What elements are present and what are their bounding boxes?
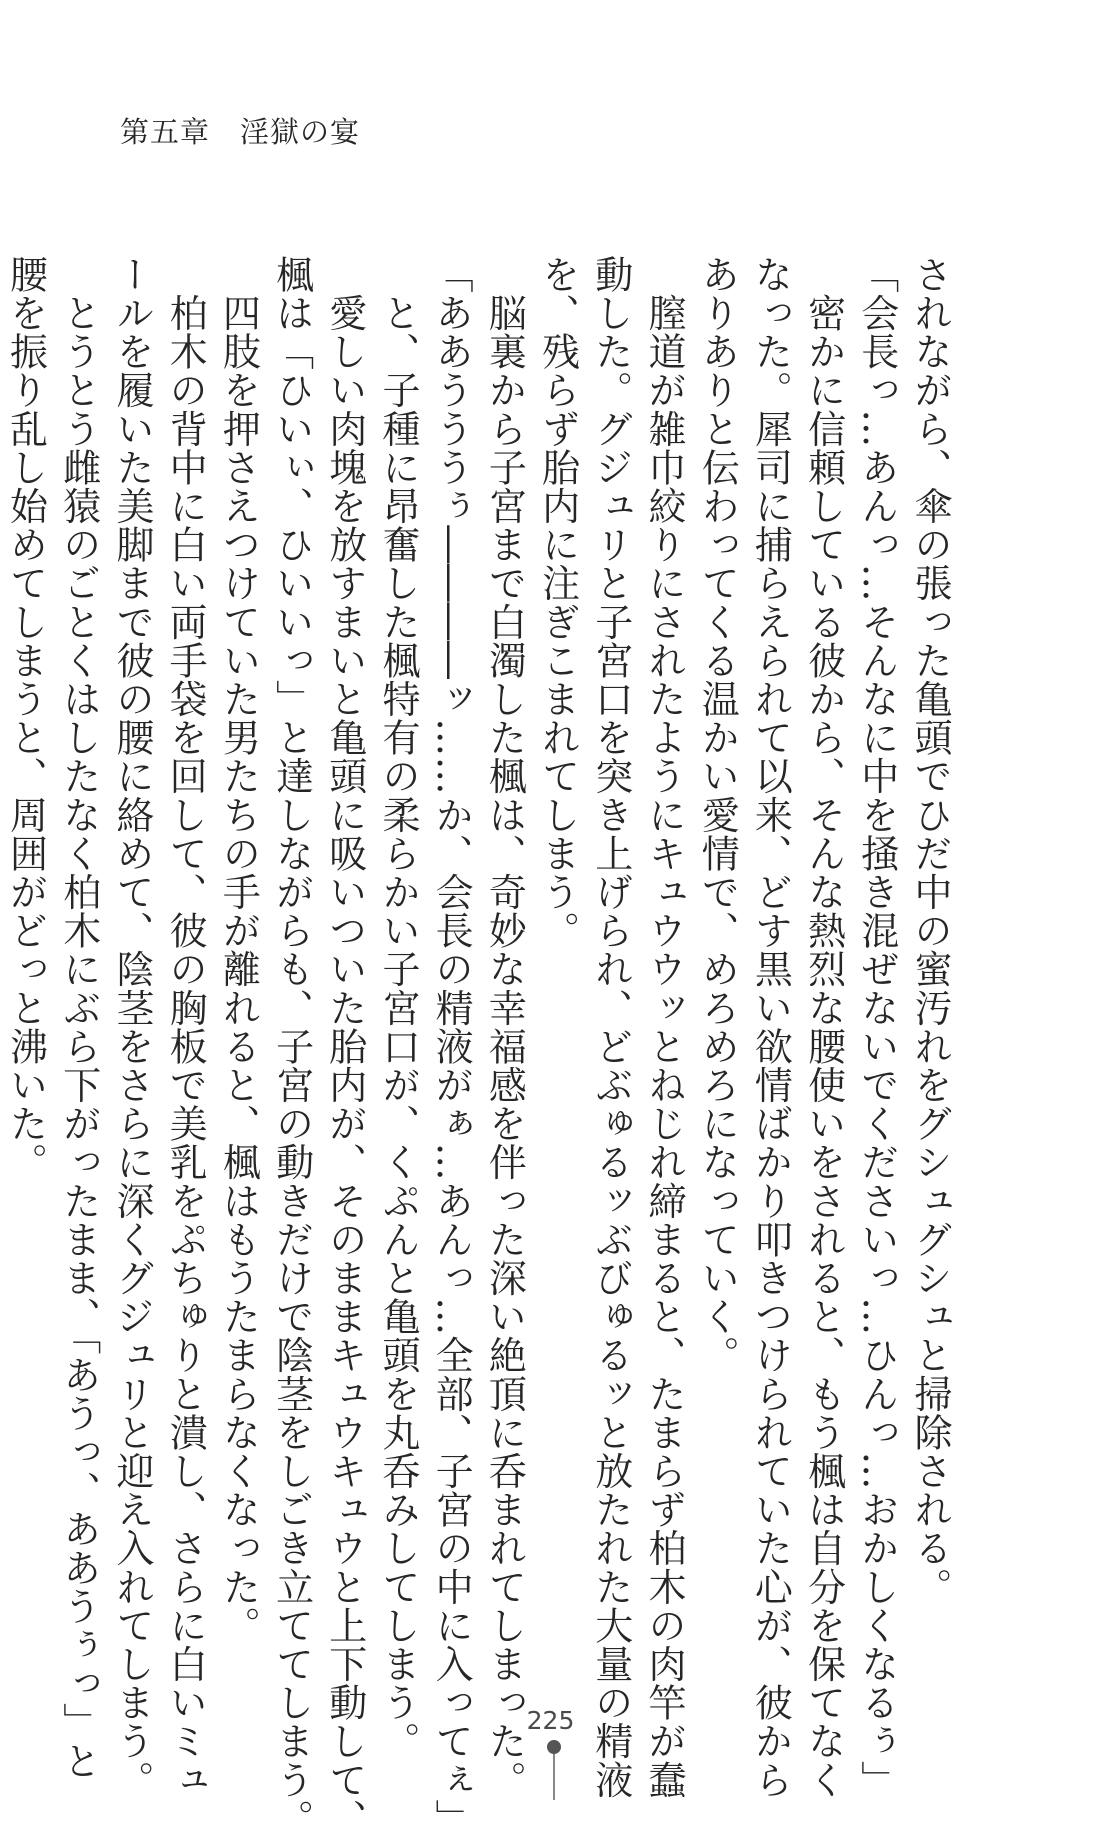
text-line: なった。犀司に捕らえられて以来、どす黒い欲情ばかり叩きつけられていた心が、彼から (748, 255, 793, 1799)
text-line: ールを履いた美脚まで彼の腰に絡めて、陰茎をさらに深くグジュリと迎え入れてしまう。 (109, 255, 154, 1799)
text-line: 「会長っ…あんっ…そんなに中を掻き混ぜないでくださいっ…ひんっ…おかしくなるぅ」 (854, 255, 899, 1799)
page-marker (0, 1740, 1101, 1800)
text-line: ありありと伝わってくる温かい愛情で、めろめろになっていく。 (695, 255, 740, 1375)
text-line: 四肢を押さえつけていた男たちの手が離れると、楓はもうたまらなくなった。 (216, 255, 261, 1645)
text-line: 楓は「ひいぃ、ひいいっ」と達しながらも、子宮の動きだけで陰茎をしごき立ててしまう。 (269, 255, 314, 1838)
text-line: と、子種に昂奮した楓特有の柔らかい子宮口が、くぷんと亀頭を丸呑みしてしまう。 (375, 255, 420, 1761)
chapter-header: 第五章 淫獄の宴 (120, 115, 361, 149)
text-line: 腰を振り乱し始めてしまうと、周囲がどっと沸いた。 (3, 255, 48, 1182)
page-marker-line (553, 1754, 555, 1800)
text-line: 膣道が雑巾絞りにされたようにキュウウッとねじれ締まると、たまらず柏木の肉竿が蠢 (641, 255, 686, 1799)
page-marker-dot-icon (547, 1740, 561, 1754)
text-line: 脳裏から子宮まで白濁した楓は、奇妙な幸福感を伴った深い絶頂に呑まれてしまった。 (482, 255, 527, 1799)
text-line: 「ああうううぅ――――ッ……か、会長の精液がぁ…あんっ…全部、子宮の中に入ってぇ」 (429, 255, 474, 1838)
text-line: 動した。グジュリと子宮口を突き上げられ、どぶゅるッぶびゅるッと放たれた大量の精液 (588, 255, 633, 1799)
text-line: とうとう雌猿のごとくはしたなく柏木にぶら下がったまま、「あうっ、ああうぅっ」と (56, 255, 101, 1780)
text-line: 柏木の背中に白い両手袋を回して、彼の胸板で美乳をぷちゅりと潰し、さらに白いミュ (163, 255, 208, 1799)
page-number: 225 (526, 1706, 575, 1735)
text-line: を、残らず胎内に注ぎこまれてしまう。 (535, 255, 580, 950)
text-line: 密かに信頼している彼から、そんな熱烈な腰使いをされると、もう楓は自分を保てなく (801, 255, 846, 1799)
text-line: されながら、傘の張った亀頭でひだ中の蜜汚れをグシュグシュと掃除される。 (908, 255, 952, 1606)
text-line: 愛しい肉塊を放すまいと亀頭に吸いついた胎内が、そのままキュウキュウと上下動して、 (322, 255, 367, 1838)
